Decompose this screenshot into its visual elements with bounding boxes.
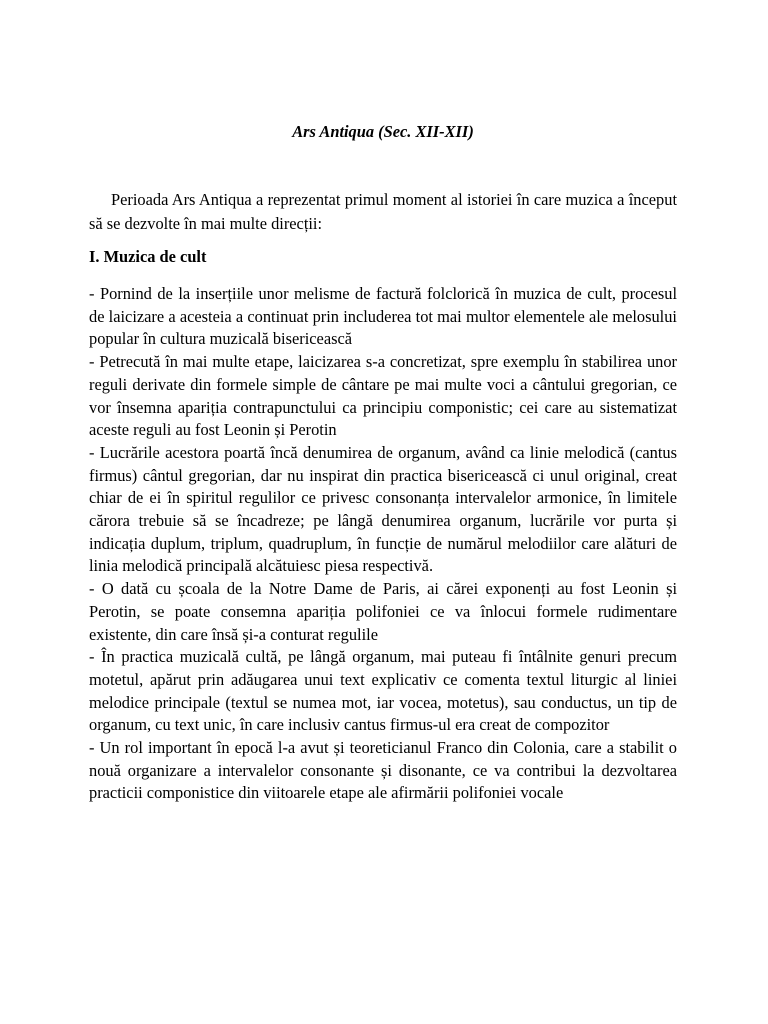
paragraph-5: - În practica muzicală cultă, pe lângă organum, mai puteau fi întâlnite genuri precum motetul, apărut prin adăugarea unui text explicativ ce comenta textul liturgic al liniei melodice principale (textul se numea mot, iar vocea, motetus), sau conductus, un tip de organum, cu text unic, în care inclusiv cantus firmus-ul era creat de compozitor xyxy=(89,647,677,735)
document-title: Ars Antiqua (Sec. XII-XII) xyxy=(292,122,474,141)
section-heading: I. Muzica de cult xyxy=(89,247,207,266)
intro-paragraph: Perioada Ars Antiqua a reprezentat primul moment al istoriei în care muzica a început să se dezvolte în mai multe direcții: xyxy=(89,190,677,233)
paragraph-4: - O dată cu școala de la Notre Dame de Paris, ai cărei exponenți au fost Leonin și Perotin, se poate consemna apariția polifoniei ce va înlocui formele rudimentare existente, din care însă și-a conturat regulile xyxy=(89,579,677,644)
paragraph-3: - Lucrările acestora poartă încă denumirea de organum, având ca linie melodică (cantus firmus) cântul gregorian, dar nu inspirat din practica bisericească ci unul original, creat chiar de ei în spiritul regulilor ce privesc consonanța intervalelor armonice, în limitele cărora trebuie să se încadreze; pe lângă denumirea organum, lucrările vor purta și indicația duplum, triplum, quadruplum, în funcție de numărul melodiilor care alături de linia melodică principală alcătuiesc piesa respectivă. xyxy=(89,442,677,576)
section-body xyxy=(89,283,677,805)
paragraph-1: - Pornind de la inserțiile unor melisme de factură folclorică în muzica de cult, procesul de laicizare a acesteia a continuat prin includerea tot mai multor elementele ale melosului popular în cultura muzicală bisericească xyxy=(89,284,677,349)
paragraph-2: - Petrecută în mai multe etape, laicizarea s-a concretizat, spre exemplu în stabilirea unor reguli derivate din formele simple de cântare pe mai multe voci a cântului gregorian, ce vor însemna apariția contrapunctului ca principiu componistic; cei care au sistematizat aceste reguli au fost Leonin și Perotin xyxy=(89,352,677,440)
paragraph-6: - Un rol important în epocă l-a avut și teoreticianul Franco din Colonia, care a stabilit o nouă organizare a intervalelor consonante și disonante, ce va contribui la dezvoltarea practicii componistice din viitoarele etape ale afirmării polifoniei vocale xyxy=(89,738,677,803)
